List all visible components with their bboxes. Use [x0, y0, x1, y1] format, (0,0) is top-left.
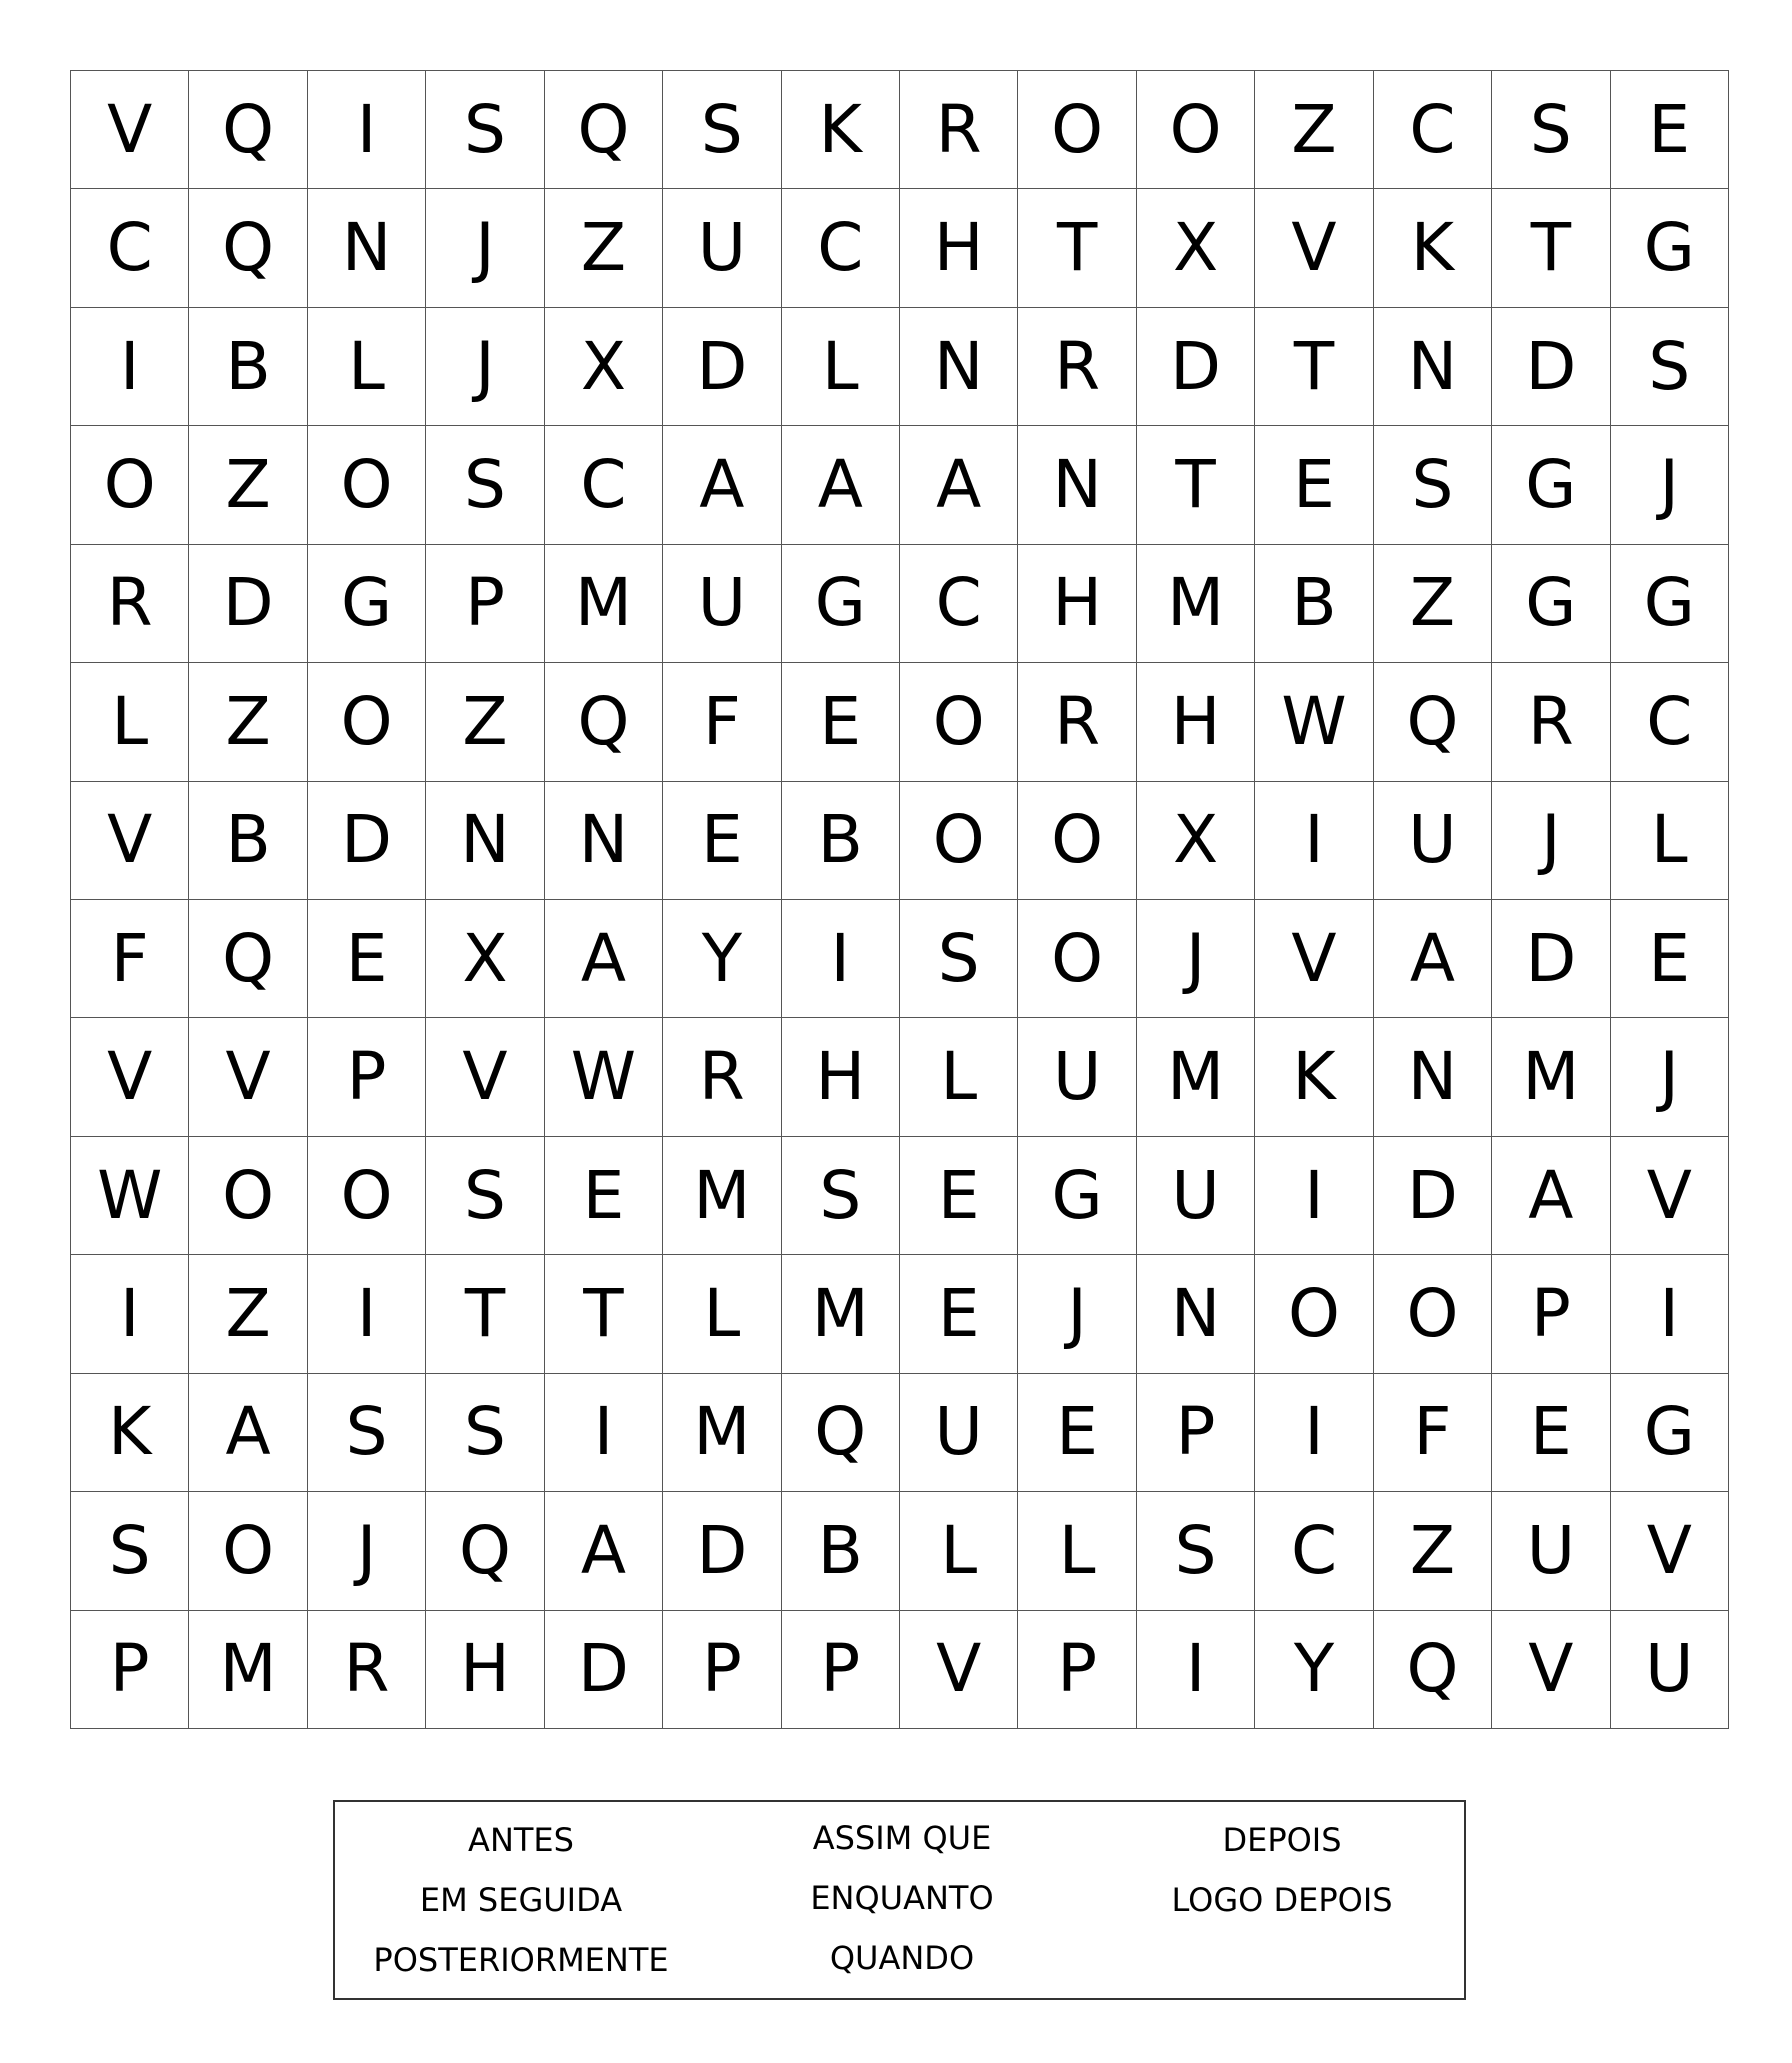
grid-cell[interactable]: B: [189, 308, 307, 426]
grid-cell[interactable]: I: [1611, 1255, 1729, 1373]
grid-cell[interactable]: A: [1492, 1137, 1610, 1255]
grid-cell[interactable]: V: [900, 1611, 1018, 1729]
grid-cell[interactable]: L: [900, 1492, 1018, 1610]
grid-cell[interactable]: Z: [1255, 71, 1373, 189]
grid-cell[interactable]: N: [1374, 1018, 1492, 1136]
grid-cell[interactable]: V: [189, 1018, 307, 1136]
grid-cell[interactable]: V: [71, 782, 189, 900]
grid-cell[interactable]: Y: [1255, 1611, 1373, 1729]
grid-cell[interactable]: E: [1255, 426, 1373, 544]
grid-cell[interactable]: Q: [545, 71, 663, 189]
grid-cell[interactable]: I: [71, 308, 189, 426]
grid-cell[interactable]: J: [1137, 900, 1255, 1018]
grid-cell[interactable]: P: [426, 545, 544, 663]
grid-cell[interactable]: M: [663, 1374, 781, 1492]
grid-cell[interactable]: R: [308, 1611, 426, 1729]
grid-cell[interactable]: E: [782, 663, 900, 781]
grid-cell[interactable]: Q: [189, 71, 307, 189]
grid-cell[interactable]: M: [663, 1137, 781, 1255]
grid-cell[interactable]: Z: [189, 1255, 307, 1373]
grid-cell[interactable]: S: [426, 426, 544, 544]
grid-cell[interactable]: E: [663, 782, 781, 900]
grid-cell[interactable]: T: [1492, 189, 1610, 307]
grid-cell[interactable]: S: [426, 1137, 544, 1255]
grid-cell[interactable]: O: [308, 426, 426, 544]
grid-cell[interactable]: V: [71, 1018, 189, 1136]
grid-cell[interactable]: R: [663, 1018, 781, 1136]
grid-cell[interactable]: L: [900, 1018, 1018, 1136]
grid-cell[interactable]: D: [189, 545, 307, 663]
grid-cell[interactable]: P: [1492, 1255, 1610, 1373]
grid-cell[interactable]: G: [1492, 426, 1610, 544]
grid-cell[interactable]: C: [782, 189, 900, 307]
grid-cell[interactable]: E: [308, 900, 426, 1018]
grid-cell[interactable]: X: [1137, 782, 1255, 900]
grid-cell[interactable]: M: [782, 1255, 900, 1373]
grid-cell[interactable]: P: [308, 1018, 426, 1136]
grid-cell[interactable]: O: [1018, 782, 1136, 900]
grid-cell[interactable]: I: [545, 1374, 663, 1492]
grid-cell[interactable]: Q: [426, 1492, 544, 1610]
grid-cell[interactable]: O: [308, 663, 426, 781]
grid-cell[interactable]: I: [308, 71, 426, 189]
grid-cell[interactable]: T: [1137, 426, 1255, 544]
grid-cell[interactable]: R: [71, 545, 189, 663]
grid-cell[interactable]: W: [1255, 663, 1373, 781]
grid-cell[interactable]: E: [900, 1137, 1018, 1255]
grid-cell[interactable]: A: [189, 1374, 307, 1492]
grid-cell[interactable]: S: [1137, 1492, 1255, 1610]
grid-cell[interactable]: C: [1374, 71, 1492, 189]
grid-cell[interactable]: B: [189, 782, 307, 900]
grid-cell[interactable]: I: [308, 1255, 426, 1373]
grid-cell[interactable]: K: [71, 1374, 189, 1492]
grid-cell[interactable]: E: [1611, 900, 1729, 1018]
grid-cell[interactable]: O: [900, 663, 1018, 781]
grid-cell[interactable]: N: [308, 189, 426, 307]
grid-cell[interactable]: U: [1492, 1492, 1610, 1610]
grid-cell[interactable]: J: [1018, 1255, 1136, 1373]
grid-cell[interactable]: J: [308, 1492, 426, 1610]
grid-cell[interactable]: C: [900, 545, 1018, 663]
grid-cell[interactable]: K: [782, 71, 900, 189]
grid-cell[interactable]: V: [1611, 1492, 1729, 1610]
grid-cell[interactable]: J: [426, 189, 544, 307]
grid-cell[interactable]: O: [1374, 1255, 1492, 1373]
grid-cell[interactable]: I: [1255, 1137, 1373, 1255]
grid-cell[interactable]: X: [426, 900, 544, 1018]
grid-cell[interactable]: S: [1611, 308, 1729, 426]
word-item: QUANDO: [829, 1939, 975, 1977]
grid-cell[interactable]: R: [1492, 663, 1610, 781]
grid-cell[interactable]: A: [782, 426, 900, 544]
grid-cell[interactable]: L: [782, 308, 900, 426]
grid-cell[interactable]: Q: [1374, 663, 1492, 781]
grid-cell[interactable]: F: [71, 900, 189, 1018]
grid-cell[interactable]: S: [71, 1492, 189, 1610]
grid-cell[interactable]: V: [1255, 189, 1373, 307]
grid-cell[interactable]: T: [1255, 308, 1373, 426]
grid-cell[interactable]: B: [1255, 545, 1373, 663]
word-item: DEPOIS: [1222, 1821, 1342, 1859]
grid-cell[interactable]: A: [900, 426, 1018, 544]
grid-cell[interactable]: L: [308, 308, 426, 426]
grid-cell[interactable]: O: [1255, 1255, 1373, 1373]
grid-cell[interactable]: O: [1137, 71, 1255, 189]
grid-cell[interactable]: N: [1137, 1255, 1255, 1373]
grid-cell[interactable]: P: [663, 1611, 781, 1729]
grid-cell[interactable]: T: [426, 1255, 544, 1373]
grid-cell[interactable]: M: [1137, 545, 1255, 663]
word-item: ENQUANTO: [810, 1879, 994, 1917]
grid-cell[interactable]: F: [663, 663, 781, 781]
grid-cell[interactable]: N: [900, 308, 1018, 426]
grid-cell[interactable]: Z: [1374, 1492, 1492, 1610]
grid-cell[interactable]: H: [782, 1018, 900, 1136]
grid-cell[interactable]: O: [900, 782, 1018, 900]
grid-cell[interactable]: U: [1374, 782, 1492, 900]
grid-cell[interactable]: D: [1492, 900, 1610, 1018]
grid-cell[interactable]: L: [663, 1255, 781, 1373]
grid-cell[interactable]: M: [545, 545, 663, 663]
grid-cell[interactable]: C: [71, 189, 189, 307]
grid-cell[interactable]: T: [545, 1255, 663, 1373]
grid-cell[interactable]: D: [545, 1611, 663, 1729]
grid-cell[interactable]: D: [663, 1492, 781, 1610]
word-item: ANTES: [468, 1821, 574, 1859]
grid-cell[interactable]: G: [1611, 545, 1729, 663]
grid-cell[interactable]: S: [663, 71, 781, 189]
grid-cell[interactable]: R: [1018, 663, 1136, 781]
grid-cell[interactable]: U: [663, 189, 781, 307]
grid-cell[interactable]: U: [1611, 1611, 1729, 1729]
grid-cell[interactable]: U: [900, 1374, 1018, 1492]
grid-cell[interactable]: F: [1374, 1374, 1492, 1492]
grid-cell[interactable]: V: [426, 1018, 544, 1136]
grid-cell[interactable]: M: [1492, 1018, 1610, 1136]
grid-cell[interactable]: R: [900, 71, 1018, 189]
grid-cell[interactable]: G: [782, 545, 900, 663]
grid-cell[interactable]: D: [1374, 1137, 1492, 1255]
grid-cell[interactable]: T: [1018, 189, 1136, 307]
grid-cell[interactable]: E: [1611, 71, 1729, 189]
grid-cell[interactable]: D: [1492, 308, 1610, 426]
grid-cell[interactable]: E: [545, 1137, 663, 1255]
grid-cell[interactable]: O: [308, 1137, 426, 1255]
grid-cell[interactable]: S: [426, 71, 544, 189]
grid-cell[interactable]: S: [308, 1374, 426, 1492]
grid-cell[interactable]: W: [545, 1018, 663, 1136]
grid-cell[interactable]: N: [1018, 426, 1136, 544]
grid-cell[interactable]: X: [545, 308, 663, 426]
grid-cell[interactable]: J: [426, 308, 544, 426]
grid-cell[interactable]: K: [1255, 1018, 1373, 1136]
grid-cell[interactable]: C: [1255, 1492, 1373, 1610]
grid-cell[interactable]: L: [1611, 782, 1729, 900]
grid-cell[interactable]: I: [71, 1255, 189, 1373]
grid-cell[interactable]: Y: [663, 900, 781, 1018]
grid-cell[interactable]: Q: [545, 663, 663, 781]
grid-cell[interactable]: L: [71, 663, 189, 781]
grid-cell[interactable]: B: [782, 782, 900, 900]
grid-cell[interactable]: A: [1374, 900, 1492, 1018]
grid-cell[interactable]: Q: [1374, 1611, 1492, 1729]
grid-cell[interactable]: G: [308, 545, 426, 663]
grid-cell[interactable]: H: [1018, 545, 1136, 663]
grid-cell[interactable]: R: [1018, 308, 1136, 426]
grid-cell[interactable]: H: [1137, 663, 1255, 781]
grid-cell[interactable]: E: [1018, 1374, 1136, 1492]
grid-cell[interactable]: V: [1492, 1611, 1610, 1729]
grid-cell[interactable]: J: [1492, 782, 1610, 900]
grid-cell[interactable]: H: [900, 189, 1018, 307]
grid-cell[interactable]: N: [1374, 308, 1492, 426]
grid-cell[interactable]: A: [663, 426, 781, 544]
grid-cell[interactable]: S: [426, 1374, 544, 1492]
grid-cell[interactable]: N: [545, 782, 663, 900]
grid-cell[interactable]: E: [900, 1255, 1018, 1373]
grid-cell[interactable]: O: [189, 1492, 307, 1610]
word-item: ASSIM QUE: [812, 1819, 992, 1857]
grid-cell[interactable]: U: [1137, 1137, 1255, 1255]
grid-cell[interactable]: U: [1018, 1018, 1136, 1136]
word-item: EM SEGUIDA: [419, 1881, 623, 1919]
grid-cell[interactable]: O: [1018, 900, 1136, 1018]
grid-cell[interactable]: S: [900, 900, 1018, 1018]
grid-cell[interactable]: Z: [189, 426, 307, 544]
grid-cell[interactable]: D: [1137, 308, 1255, 426]
grid-cell[interactable]: J: [1611, 426, 1729, 544]
grid-cell[interactable]: P: [782, 1611, 900, 1729]
word-item: LOGO DEPOIS: [1171, 1881, 1393, 1919]
grid-cell[interactable]: X: [1137, 189, 1255, 307]
grid-cell[interactable]: Z: [1374, 545, 1492, 663]
grid-cell[interactable]: M: [1137, 1018, 1255, 1136]
grid-cell[interactable]: P: [1137, 1374, 1255, 1492]
grid-cell[interactable]: O: [189, 1137, 307, 1255]
grid-cell[interactable]: Z: [189, 663, 307, 781]
grid-cell[interactable]: W: [71, 1137, 189, 1255]
grid-cell[interactable]: G: [1018, 1137, 1136, 1255]
grid-cell[interactable]: I: [1255, 1374, 1373, 1492]
grid-cell[interactable]: G: [1611, 1374, 1729, 1492]
grid-cell[interactable]: I: [1137, 1611, 1255, 1729]
word-item: POSTERIORMENTE: [373, 1941, 669, 1979]
grid-cell[interactable]: O: [1018, 71, 1136, 189]
grid-cell[interactable]: Q: [782, 1374, 900, 1492]
grid-cell[interactable]: P: [71, 1611, 189, 1729]
letter-grid: [70, 70, 1729, 1729]
grid-cell[interactable]: O: [71, 426, 189, 544]
grid-cell[interactable]: A: [545, 900, 663, 1018]
grid-cell[interactable]: J: [1611, 1018, 1729, 1136]
grid-cell[interactable]: H: [426, 1611, 544, 1729]
grid-cell[interactable]: A: [545, 1492, 663, 1610]
grid-cell[interactable]: N: [426, 782, 544, 900]
grid-cell[interactable]: E: [1492, 1374, 1610, 1492]
grid-cell[interactable]: B: [782, 1492, 900, 1610]
grid-cell[interactable]: G: [1611, 189, 1729, 307]
grid-cell[interactable]: C: [545, 426, 663, 544]
grid-cell[interactable]: I: [1255, 782, 1373, 900]
grid-cell[interactable]: Z: [545, 189, 663, 307]
grid-cell[interactable]: P: [1018, 1611, 1136, 1729]
grid-cell[interactable]: V: [1611, 1137, 1729, 1255]
grid-cell[interactable]: S: [1492, 71, 1610, 189]
grid-cell[interactable]: V: [1255, 900, 1373, 1018]
grid-cell[interactable]: I: [782, 900, 900, 1018]
grid-cell[interactable]: Q: [189, 189, 307, 307]
grid-cell[interactable]: G: [1492, 545, 1610, 663]
grid-cell[interactable]: L: [1018, 1492, 1136, 1610]
grid-cell[interactable]: D: [663, 308, 781, 426]
grid-cell[interactable]: D: [308, 782, 426, 900]
grid-cell[interactable]: K: [1374, 189, 1492, 307]
grid-cell[interactable]: V: [71, 71, 189, 189]
grid-cell[interactable]: Q: [189, 900, 307, 1018]
grid-cell[interactable]: Z: [426, 663, 544, 781]
grid-cell[interactable]: M: [189, 1611, 307, 1729]
word-list-box: [333, 1800, 1466, 2000]
grid-cell[interactable]: U: [663, 545, 781, 663]
grid-cell[interactable]: S: [1374, 426, 1492, 544]
grid-cell[interactable]: S: [782, 1137, 900, 1255]
grid-cell[interactable]: C: [1611, 663, 1729, 781]
